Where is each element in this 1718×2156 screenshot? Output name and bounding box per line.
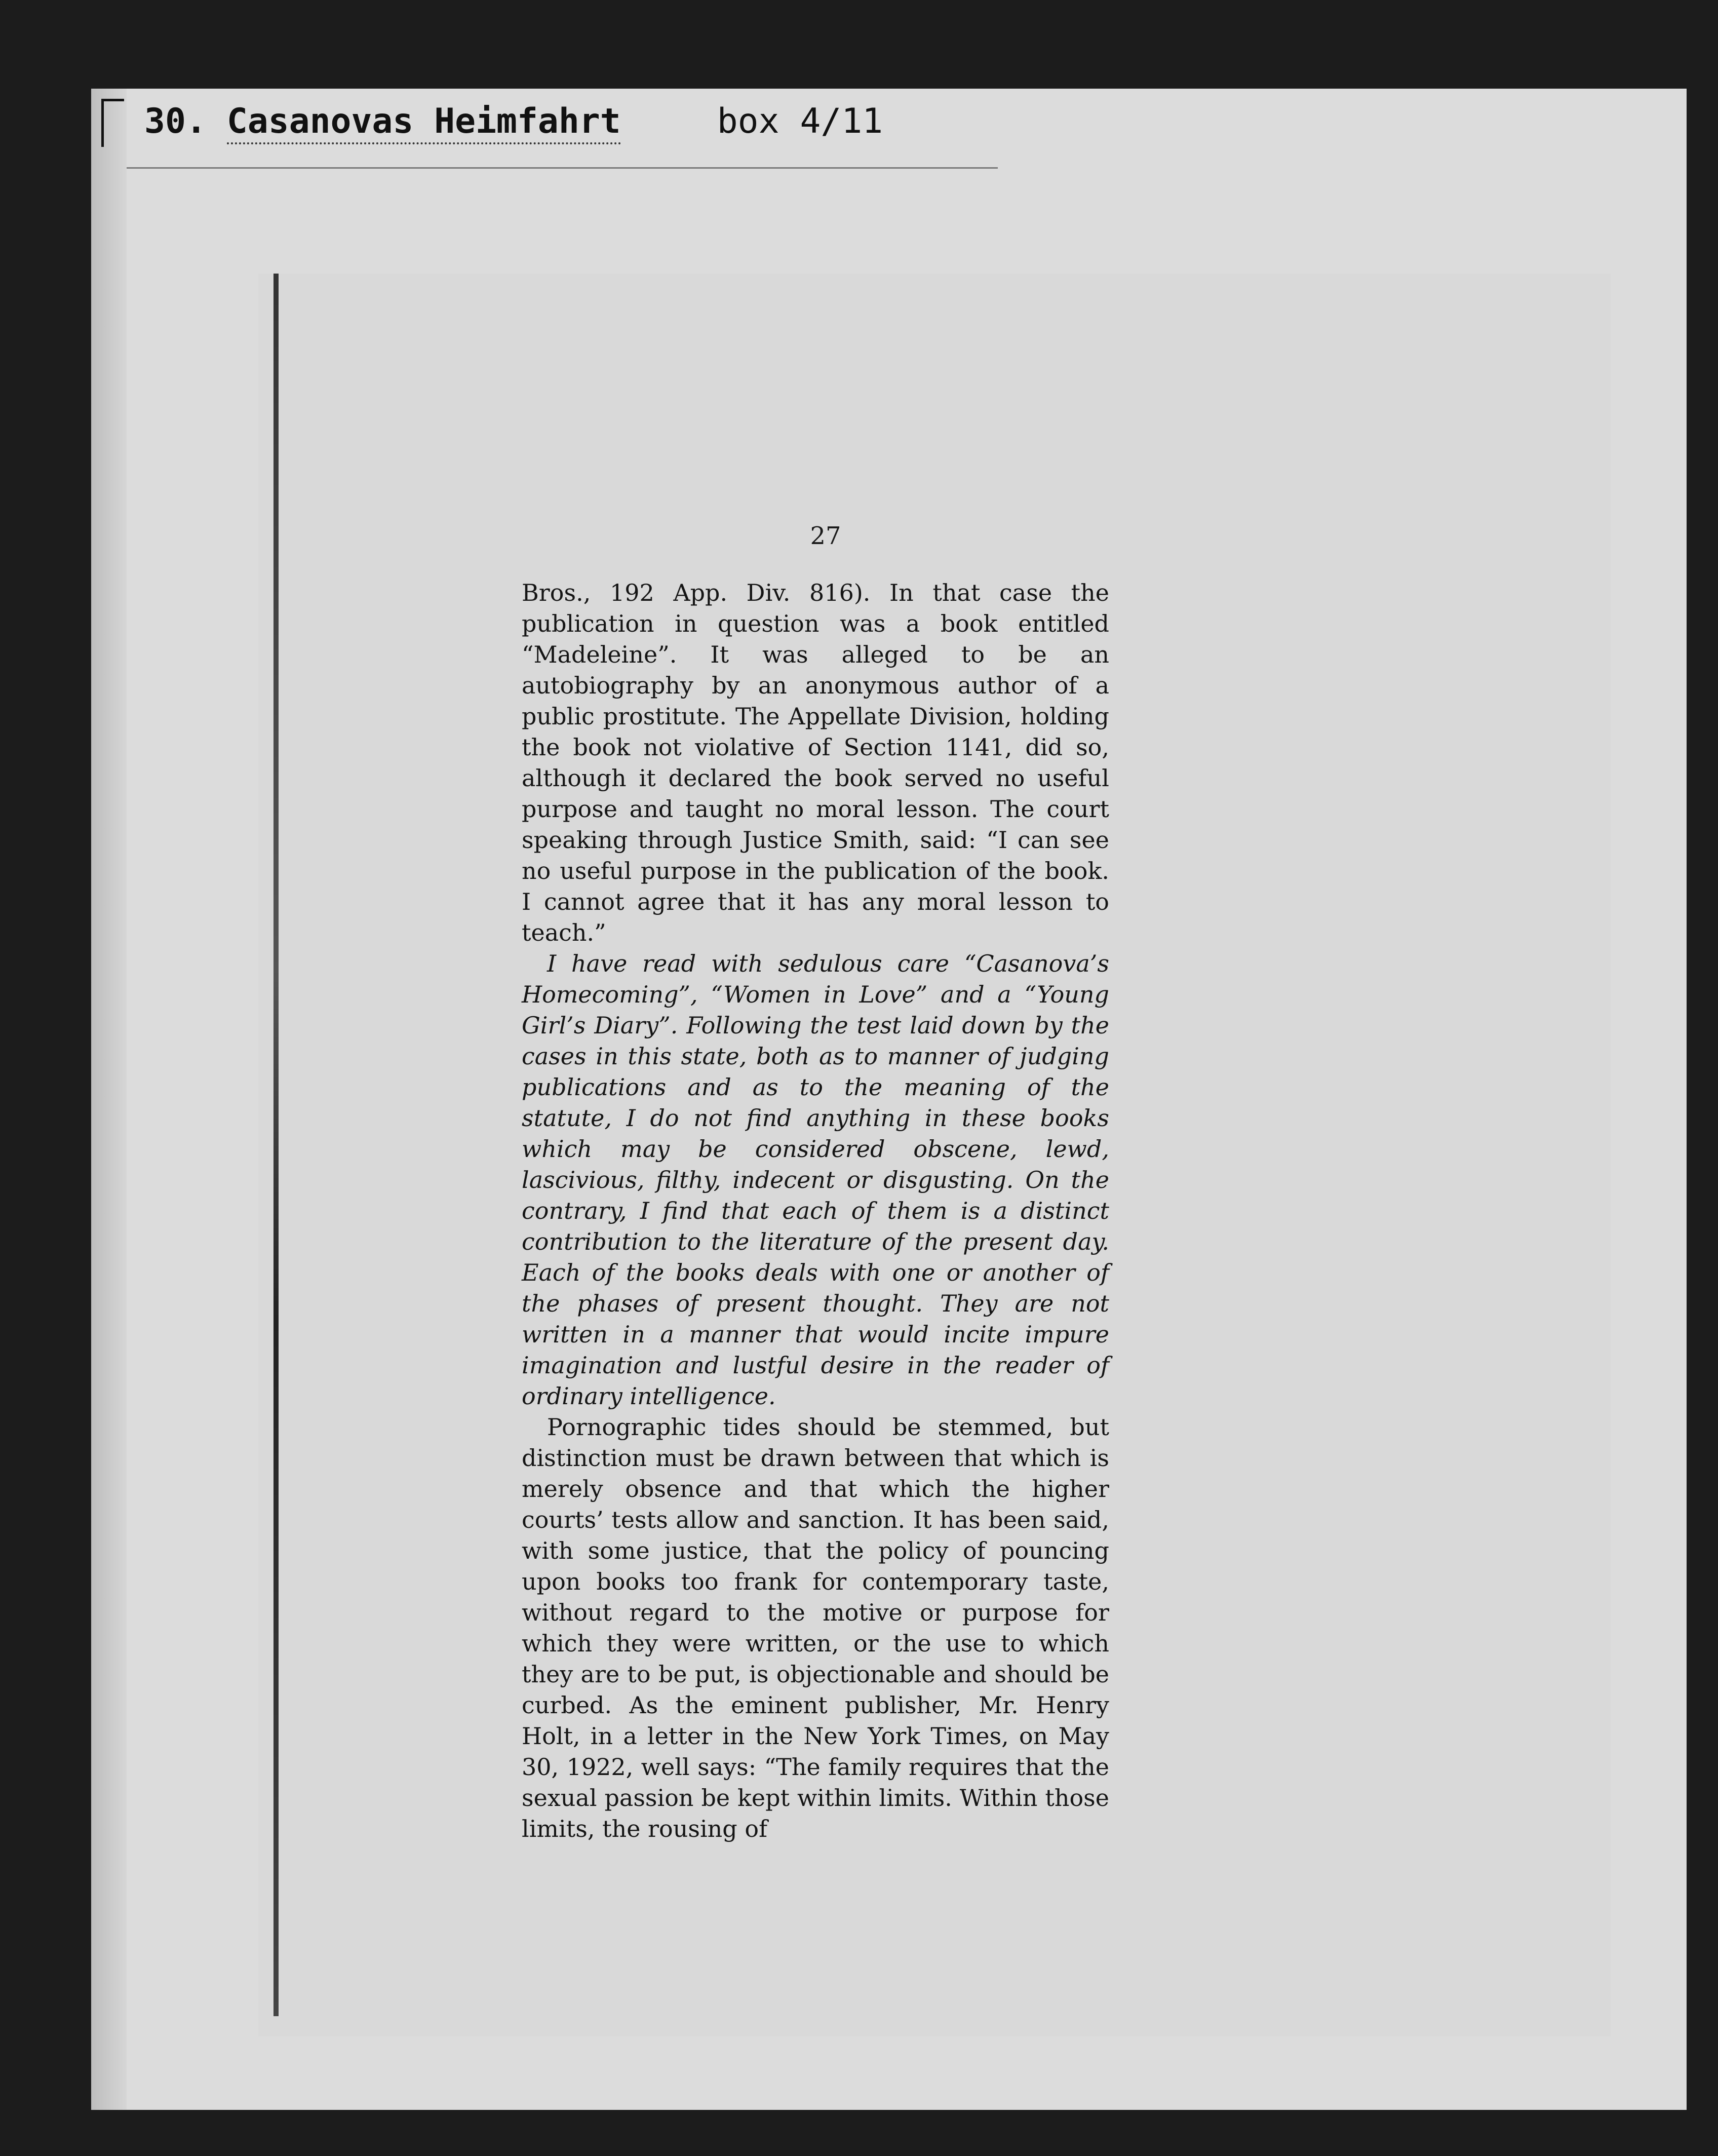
page-spine: [274, 274, 279, 2016]
folder-title: Casanovas Heimfahrt: [227, 101, 621, 144]
folder-header: [144, 101, 883, 141]
paragraph-1: Bros., 192 App. Div. 816). In that case the publication in question was a book entitled “Madeleine”. It was alleged to be an autobiography by an anonymous author of a public prostitute. The Appellate Division, holding the book not violative of Section 1141, did so, although it declared the book served no useful purpose and taught no moral lesson. The court speaking through Justice Smith, said: “I can see no useful purpose in the publication of the book. I cannot agree that it has any moral lesson to teach.”: [522, 579, 1109, 946]
paragraph-3: Pornographic tides should be stemmed, but distinction must be drawn between that which is merely obsence and that which the higher courts’ tests allow and sanction. It has been said, with some justice, that the policy of pouncing upon books too frank for contemporary taste, without regard to the motive or purpose for which they were written, or the use to which they are to be put, is objectionable and should be curbed. As the eminent publisher, Mr. Henry Holt, in a letter in the New York Times, on May 30, 1922, well says: “The family requires that the sexual passion be kept within limits. Within those limits, the rousing of: [522, 1413, 1109, 1842]
folder-number: 30.: [144, 101, 207, 141]
folder-edge: [91, 89, 127, 2110]
text-column: [522, 578, 1109, 1844]
corner-mark: [101, 99, 124, 147]
header-rule: [127, 167, 998, 169]
box-label: box 4/11: [717, 101, 883, 141]
page-number: 27: [810, 522, 841, 550]
paragraph-2: I have read with sedulous care “Casanova’s Homecoming”, “Women in Love” and a “Young Girl’s Diary”. Following the test laid down by the cases in this state, both as to manner of judging publications and as to the meaning of the statute, I do not find anything in these books which may be considered obscene, lewd, lascivious, filthy, indecent or disgusting. On the contrary, I find that each of them is a distinct contribution to the literature of the present day. Each of the books deals with one or another of the phases of present thought. They are not written in a manner that would incite impure imagination and lustful desire in the reader of ordinary intelligence.: [522, 950, 1109, 1410]
